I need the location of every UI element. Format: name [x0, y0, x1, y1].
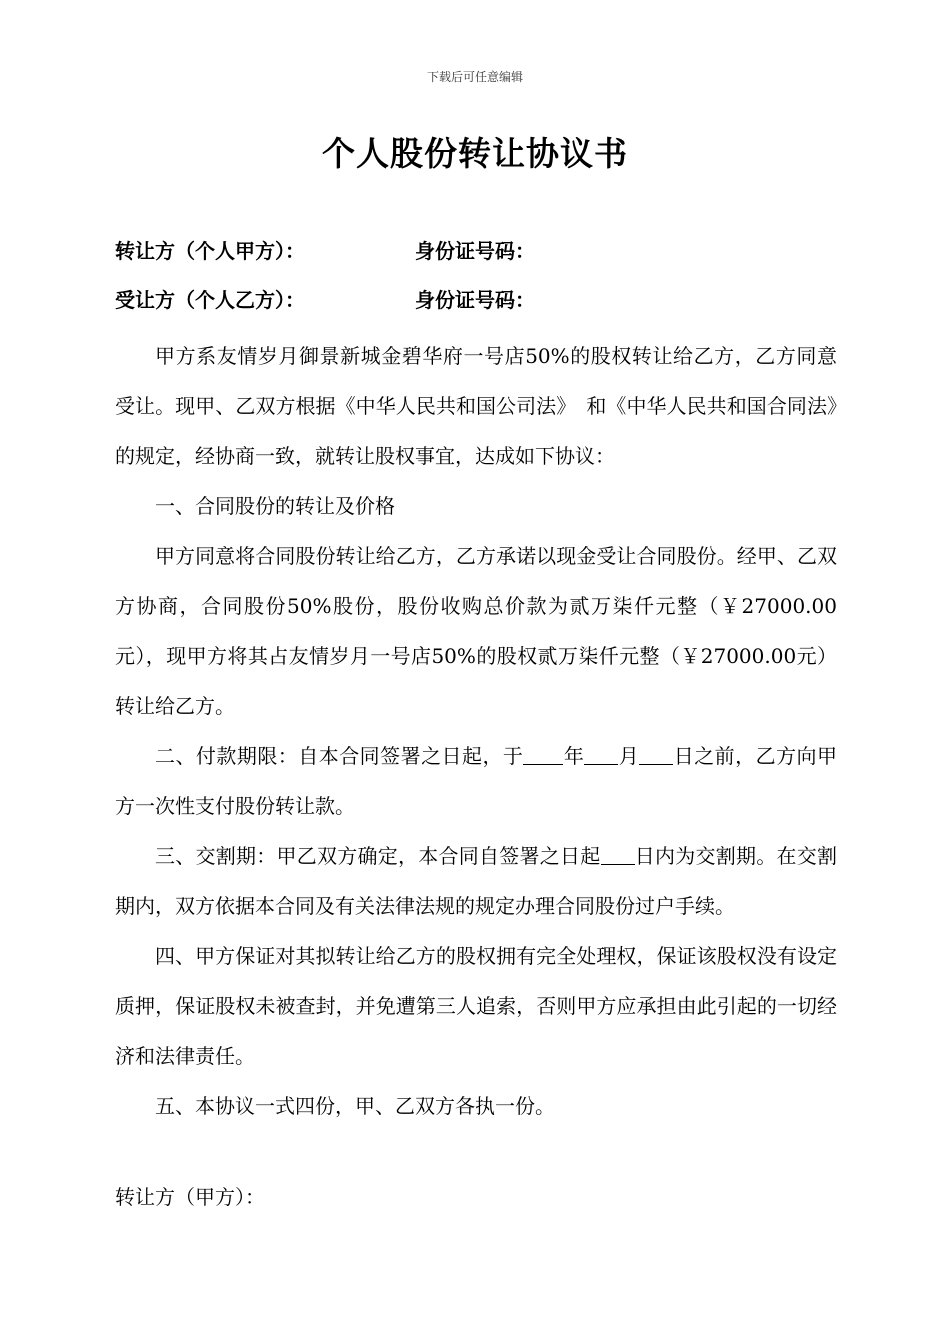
section-4-paragraph: 四、甲方保证对其拟转让给乙方的股权拥有完全处理权，保证该股权没有设定质押，保证股权未被查封，并免遭第三人追索，否则甲方应承担由此引起的一切经济和法律责任。	[115, 944, 837, 1068]
section-2-paragraph	[115, 731, 837, 831]
section-3-text-b: 日内为交割期。在交割期内，双方依据本合同及有关法律法规的规定办理合同股份过户手续。	[115, 844, 837, 918]
day-blank	[639, 740, 673, 765]
section-2-text-a: 二、付款期限：自本合同签署之日起，于	[155, 744, 524, 768]
section-3-paragraph	[115, 831, 837, 931]
section-5-paragraph: 五、本协议一式四份，甲、乙双方各执一份。	[155, 1094, 555, 1118]
transferee-id-label: 身份证号码：	[415, 288, 535, 312]
agreement-body	[115, 331, 837, 1131]
section-3-text-a: 三、交割期：甲乙双方确定，本合同自签署之日起	[155, 844, 601, 868]
month-label: 月	[618, 744, 640, 768]
section-1-body: 甲方同意将合同股份转让给乙方，乙方承诺以现金受让合同股份。经甲、乙双方协商，合同股份50%股份，股份收购总价款为贰万柒仟元整（￥27000.00元），现甲方将其占友情岁月一号店50%的股权贰万柒仟元整（￥27000.00元）转让给乙方。	[115, 544, 837, 718]
transferor-id-label: 身份证号码：	[415, 239, 535, 263]
month-blank	[584, 740, 618, 765]
year-blank	[523, 740, 563, 765]
document-title: 个人股份转让协议书	[322, 134, 628, 173]
transferee-label: 受让方（个人乙方）：	[115, 288, 305, 312]
section-1-heading: 一、合同股份的转让及价格	[155, 494, 395, 518]
transferor-signature-label: 转让方（甲方）：	[115, 1185, 265, 1209]
intro-paragraph: 甲方系友情岁月御景新城金碧华府一号店50%的股权转让给乙方，乙方同意受让。现甲、乙双方根据《中华人民共和国公司法》 和《中华人民共和国合同法》的规定，经协商一致，就转让股权事宜，达成如下协议：	[115, 344, 837, 468]
year-label: 年	[563, 744, 585, 768]
days-blank	[601, 840, 635, 865]
transferor-label: 转让方（个人甲方）：	[115, 239, 305, 263]
header-note: 下载后可任意编辑	[426, 70, 523, 84]
section-2-text-b: 日之前，乙方向甲方一次性支付股份转让款。	[115, 744, 838, 818]
